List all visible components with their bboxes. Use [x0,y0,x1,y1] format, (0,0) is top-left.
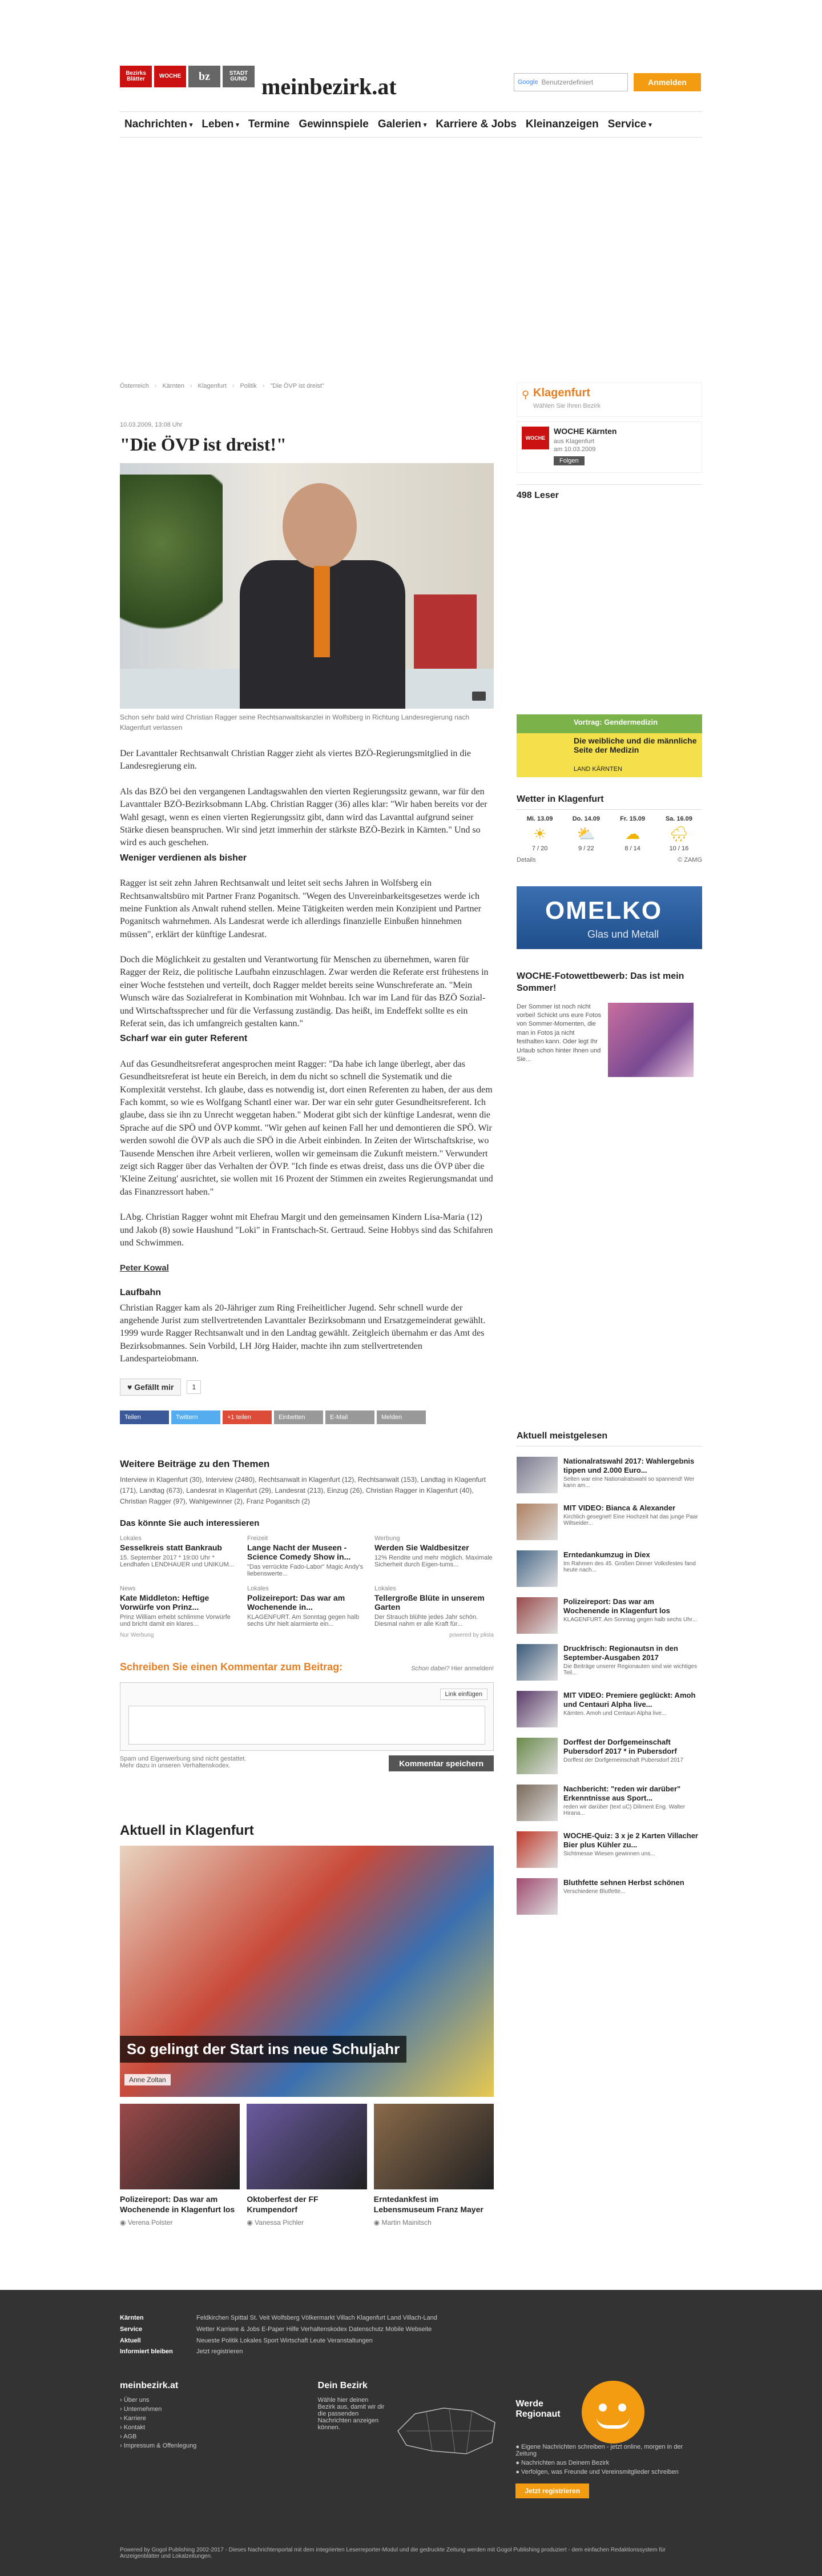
most-read-item[interactable] [517,1831,702,1868]
ad-title: Vortrag: Gendermedizin [574,718,658,726]
recommendations-title: Das könnte Sie auch interessieren [120,1518,260,1529]
weather-temperature: 9 / 22 [578,845,594,852]
search-placeholder: Benutzerdefiniert [541,78,594,86]
nav-item-label: Leben [202,118,234,130]
most-read-teaser: Die Beiträge unserer Regionauten sind wie wichtiges Teil... [563,1663,698,1677]
most-read-teaser: Im Rahmen des 45. Großen Dinner Volksfestes fand heute nach... [563,1560,696,1573]
weather-temperature: 7 / 20 [531,845,548,852]
most-read-title: Aktuell meistgelesen [517,1431,702,1446]
news-card-author[interactable] [120,2219,240,2227]
follow-button[interactable]: Folgen [554,456,585,465]
most-read-headline[interactable]: WOCHE-Quiz: 3 x je 2 Karten Villacher Bier plus Kühler zu... [563,1831,698,1849]
main-column [120,383,494,2227]
like-button[interactable]: ♥ Gefällt mir [120,1379,181,1396]
most-read-thumbnail[interactable] [517,1691,558,1727]
logo-bz[interactable]: bz [188,66,220,87]
most-read-thumbnail[interactable] [517,1878,558,1915]
most-read-headline[interactable]: Nationalratswahl 2017: Wahlergebnis tippen und 2.000 Euro... [563,1456,695,1474]
recommendation-headline[interactable]: Kate Middleton: Heftige Vorwürfe von Prinz... [120,1593,209,1612]
weather-icon: 🌧 [669,825,688,842]
most-read-thumbnail[interactable] [517,1644,558,1681]
breadcrumb-item: "Die ÖVP ist dreist" [270,383,324,389]
article-subheading: Weniger verdienen als bisher [120,853,247,863]
weather-day-label: Fr. 15.09 [620,815,646,822]
breadcrumb-separator-icon: › [232,383,235,389]
breadcrumb-item[interactable]: Österreich [120,383,149,389]
photo-contest-image[interactable] [608,1003,694,1077]
publisher-card [517,421,702,473]
news-card-image[interactable] [120,2104,240,2189]
most-read-teaser: Sichtmesse Wiesen gewinnen uns... [563,1851,655,1858]
recommendations [120,1518,494,1638]
publisher-logos [120,66,255,87]
most-read-teaser: Dorffest der Dorfgemeinschaft Pubersdorf 2017 [563,1757,683,1764]
camera-icon[interactable] [472,692,486,701]
weather-temperature: 8 / 14 [624,845,640,852]
article-paragraph: Ragger ist seit zehn Jahren Rechtsanwalt und leitet seit sechs Jahren in Wolfsberg ein Rechtsanwaltsbüro mit Partner Franz Poganitsch. "Wegen des Unvereinbarkeitsgesetzes werde ich meine Funktion als Anwalt ruhend stellen. Meine Tätigkeiten werden mein Konzipient und Partner Poganitsch wahrnehmen. Als Landesrat werde ich allerdings finanzielle Einbußen hinnehmen müssen", erklärt der künftige Landesrat. [120,878,481,939]
regionaut-benefit: ● Nachrichten aus Deinem Bezirk [515,2460,610,2467]
most-read-item[interactable] [517,1504,702,1540]
footer-col-district [318,2381,505,2498]
recommendation-card[interactable] [374,1585,494,1627]
breadcrumb-item[interactable]: Kärnten [162,383,184,389]
chevron-down-icon: ▾ [236,121,239,128]
most-read-thumbnail[interactable] [517,1457,558,1493]
regionaut-benefit: ● Verfolgen, was Freunde und Vereinsmitglieder schreiben [515,2469,679,2476]
sidebar [517,383,702,1915]
most-read-thumbnail[interactable] [517,1550,558,1587]
site-brand[interactable]: meinbezirk.at [261,74,397,99]
ad-omelko-title: OMELKO [545,897,663,925]
featured-story-author[interactable]: Anne Zoltan [124,2074,171,2085]
article-photo[interactable] [120,463,494,709]
submit-comment-button[interactable]: Kommentar speichern [389,1755,494,1771]
recommendation-headline[interactable]: Tellergroße Blüte in unserem Garten [374,1593,485,1612]
header [120,0,702,130]
footer-row-label: Informiert bleiben [120,2348,173,2356]
recommendation-label: Freizeit [247,1535,268,1542]
comment-rule-link[interactable]: Mehr dazu in unseren Verhaltenskodex. [120,1762,231,1770]
ad-omelko[interactable] [517,886,702,949]
article-subheading: Scharf war ein guter Referent [120,1034,248,1044]
most-read-item[interactable] [517,1691,702,1727]
photo-caption: Schon sehr bald wird Christian Ragger seine Rechtsanwaltskanzlei in Wolfsberg in Richtung Landesregierung nach Klagenfurt verlassen [120,713,470,732]
local-news-title: Aktuell in Klagenfurt [120,1823,254,1839]
most-read-item[interactable] [517,1550,702,1587]
footer-link-row [120,2336,702,2347]
most-read-teaser: Selten war eine Nationalratswahl so spannend! Wer kann am... [563,1476,695,1489]
publisher-date: am 10.03.2009 [554,446,596,453]
most-read-item[interactable] [517,1878,702,1915]
woche-logo[interactable]: WOCHE [522,427,549,449]
weather-day [656,815,702,852]
weather-title: Wetter in Klagenfurt [517,794,702,810]
region-selector[interactable] [517,383,702,417]
like-label: Gefällt mir [134,1382,174,1392]
location-pin-icon: ⚲ [522,389,530,400]
article-lead: Der Lavanttaler Rechtsanwalt Christian Ragger zieht als viertes BZÖ-Regierungsmitglied in die Landesregierung ein. [120,749,471,771]
ad-gendermedizin[interactable] [517,714,702,777]
breadcrumb-separator-icon: › [154,383,157,389]
recommendation-headline[interactable]: Polizeireport: Das war am Wochenende in... [247,1593,345,1612]
news-card-author-name: Verena Polster [127,2218,173,2227]
login-button[interactable]: Anmelden [634,73,701,91]
topic-tags[interactable]: Interview in Klagenfurt (30), Interview (2480), Rechtsanwalt in Klagenfurt (12), Rechtsanwalt (153), Landtag in Klagenfurt (171), Landtag (673), Landesrat in Klagenfurt (29), Landesrat (213), Einzug (26), Christian Ragger in Klagenfurt (40), Christian Ragger (97), Wahlgewinner (2), Franz Poganitsch (2) [120,1475,486,1505]
share-bar [120,1410,494,1424]
share-button[interactable]: Twittern [171,1410,220,1424]
news-card-image[interactable] [247,2104,366,2189]
share-button[interactable]: Einbetten [274,1410,323,1424]
news-card[interactable] [374,2104,494,2226]
footer-col-site [120,2381,307,2498]
footer-link[interactable]: › AGB [120,2433,137,2441]
footer-regionaut-title: Werde Regionaut [515,2399,561,2420]
weather-day-label: Mi. 13.09 [526,815,553,822]
footer-link-row [120,2313,702,2324]
recommendation-label: Lokales [374,1585,396,1593]
logo-woche[interactable]: WOCHE [154,66,186,87]
nav-item-label: Galerien [377,118,421,130]
recommendation-headline[interactable]: Sesselkreis statt Bankraub [120,1543,222,1553]
news-card-author[interactable] [247,2219,366,2227]
logo-bezirks-blaetter[interactable]: Bezirks Blätter [120,66,152,87]
weather-source: © ZAMG [678,857,702,863]
breadcrumb-separator-icon: › [190,383,192,389]
chevron-down-icon: ▾ [648,121,652,128]
reader-count: 498 Leser [517,484,702,501]
recommendation-card[interactable] [374,1535,494,1577]
comment-rule: Spam und Eigenwerbung sind nicht gestattet. [120,1755,247,1763]
weather-day-label: Do. 14.09 [572,815,601,822]
weather-widget [517,794,702,863]
region-subtitle[interactable]: Wählen Sie Ihren Bezirk [533,403,601,409]
most-read-headline[interactable]: Nachbericht: "reden wir darüber" Erkenntnisse aus Sport... [563,1784,681,1802]
article-paragraph: Auf das Gesundheitsreferat angesprochen meint Ragger: "Da habe ich lange überlegt, aber das Gesundheitsreferat ist heute ein Bereich, in dem du nicht so schnell die Systematik und die Komplexität verstehst. Ich glaube, dass es notwendig ist, dort einen Referenten zu haben, der aus dem Fach kommt, so wie es Wolfgang Schantl einer war. Der war ein sehr guter Gesundheitsreferent. Ich glaube, dass sie ihn zu Unrecht weggetan haben." Moderat gibt sich der künftige Landesrat, wenn die Sprache auf die SPÖ und ÖVP kommt. "Wir gehen auf keinen Fall her und demontieren die SPÖ. Wir werden sowohl die ÖVP als auch die SPÖ in die Arbeit einbinden. In Zeiten der Wirtschaftskrise, wo Tausende Menschen ihre Arbeit verlieren, wollen wir gemeinsam die Zukunft meistern." Verwundert zeigt sich Ragger über das Verhalten der ÖVP. "Ich finde es etwas dreist, dass uns die ÖVP über die 'Kleine Zeitung' ausrichtet, sie wollen mit 16 Prozent der Stimmen ein zweites Regierungsmandat und das Finanzressort haben." [120,1059,493,1197]
most-read-headline[interactable]: Druckfrisch: Regionautsn in den September-Ausgaben 2017 [563,1643,678,1662]
footer-row-links[interactable]: Jetzt registrieren [196,2348,243,2356]
weather-icon: ☀ [533,825,547,842]
news-card-author[interactable] [374,2219,494,2227]
footer-link-row [120,2324,702,2336]
footer-link-row [120,2346,702,2358]
footer-district-text: Wähle hier deinen Bezirk aus, damit wir dir die passenden Nachrichten anzeigen können. [317,2397,385,2432]
news-card-author-name: Martin Mainitsch [381,2218,432,2227]
nav-item-label: Nachrichten [124,118,187,130]
most-read-headline[interactable]: MIT VIDEO: Premiere geglückt: Amoh und Centauri Alpha live... [563,1690,696,1709]
regionaut-benefit: ● Eigene Nachrichten schreiben - jetzt online, morgen in der Zeitung [515,2444,683,2458]
comment-form [120,1661,494,1771]
photo-contest-text: Der Sommer ist noch nicht vorbei! Schickt uns eure Fotos von Sommer-Momenten, die man in Fotos ja nicht festhalten kann. Oder legt Ihr Urlaub schon hinter Ihnen und Sie... [517,1003,601,1063]
news-card[interactable] [247,2104,366,2226]
footer-col-regionaut [515,2381,702,2498]
most-read-teaser: Verschiedene Blutfette... [563,1888,626,1895]
footer-link[interactable]: › Impressum & Offenlegung [120,2442,197,2450]
comment-textarea[interactable] [128,1706,485,1745]
article-subheading: Laufbahn [120,1288,161,1298]
weather-temperature: 10 / 16 [669,845,689,852]
recommendation-card[interactable] [247,1585,366,1627]
recommendation-teaser: KLAGENFURT. Am Sonntag gegen halb sechs Uhr hielt alarmierte ein... [247,1614,360,1628]
login-link[interactable]: Hier anmelden! [451,1665,494,1673]
breadcrumb-item[interactable]: Politik [240,383,257,389]
nav-item-label: Kleinanzeigen [525,118,599,130]
weather-details-link[interactable]: Details [517,857,536,863]
weather-day [610,815,656,852]
publisher-location: aus Klagenfurt [554,438,594,445]
most-read-item[interactable] [517,1644,702,1681]
weather-day [517,815,563,852]
nav-item-label: Service [607,118,647,130]
news-card-image[interactable] [374,2104,494,2189]
most-read-headline[interactable]: Dorffest der Dorfgemeinschaft Pubersdorf 2017 * in Pubersdorf [563,1737,677,1755]
author-link[interactable]: Peter Kowal [120,1263,169,1273]
recommendation-teaser: 12% Rendite und mehr möglich. Maximale Sicherheit durch Eigen-tums... [374,1554,493,1569]
ad-subtitle: Die weibliche und die männliche Seite der Medizin [574,736,697,754]
recommendation-label: News [120,1585,136,1593]
news-card-headline[interactable]: Erntedankfest im Lebensmuseum Franz Mayer [373,2195,483,2215]
footer-site-title[interactable]: meinbezirk.at [120,2381,179,2391]
featured-story-title[interactable]: So gelingt der Start ins neue Schuljahr [120,2036,406,2063]
recommendation-label: Werbung [374,1535,400,1542]
most-read-thumbnail[interactable] [517,1785,558,1821]
footer-link[interactable]: › Unternehmen [120,2406,162,2413]
most-read-item[interactable] [517,1597,702,1634]
most-read-teaser: KLAGENFURT. Am Sonntag gegen halb sechs Uhr... [563,1617,697,1623]
news-card-headline[interactable]: Polizeireport: Das war am Wochenende in Klagenfurt los [120,2195,235,2215]
share-button[interactable]: Teilen [120,1410,169,1424]
recommendation-label: Lokales [120,1535,142,1542]
comment-hint: Schon dabei? [411,1665,450,1673]
google-label: Google [518,79,538,86]
share-button[interactable]: +1 teilen [223,1410,272,1424]
news-card-author-name: Vanessa Pichler [255,2218,304,2227]
most-read-teaser: reden wir darüber (text uC) Diliment Eng. Walter Hirana... [563,1804,686,1817]
footer-row-links[interactable]: Feldkirchen Spittal St. Veit Wolfsberg Völkermarkt Villach Klagenfurt Land Villach-Land [196,2314,437,2321]
footer [0,2290,822,2576]
local-news [120,1823,494,2226]
most-read-headline[interactable]: MIT VIDEO: Bianca & Alexander [563,1503,676,1512]
like-bar [120,1379,494,1396]
footer-row-links[interactable]: Wetter Karriere & Jobs E-Paper Hilfe Verhaltenskodex Datenschutz Mobile Webseite [196,2325,432,2333]
footer-row-label: Kärnten [120,2314,144,2321]
weather-icon: ☁ [625,825,640,842]
comment-title: Schreiben Sie einen Kommentar zum Beitrag: [120,1661,343,1673]
nav-item-label: Karriere & Jobs [436,118,517,130]
recommendation-card[interactable] [120,1585,239,1627]
nav-item-label: Gewinnspiele [299,118,369,130]
recommendation-label: Lokales [247,1585,269,1593]
most-read-headline[interactable]: Polizeireport: Das war am Wochenende in Klagenfurt los [563,1597,670,1615]
most-read-item[interactable] [517,1738,702,1774]
article-paragraph: LAbg. Christian Ragger wohnt mit Ehefrau Margit und den gemeinsamen Kindern Lisa-Maria (12) und Jakob (8) sowie Haushund "Loki" in Frantschach-St. Gertraud. Seine Hobbys sind das Schifahren und Schwimmen. [120,1212,493,1248]
most-read-thumbnail[interactable] [517,1597,558,1634]
recommendation-headline[interactable]: Lange Nacht der Museen - Science Comedy Show in... [247,1543,351,1562]
most-read-headline[interactable]: Erntedankumzug in Diex [563,1550,650,1559]
recommendation-teaser: Der Strauch blühte jedes Jahr schön. Diesmal nahm er alle Kraft für... [374,1614,478,1628]
regionaut-smiley-icon [582,2381,644,2444]
footer-copyright: Powered by Gogol Publishing 2002-2017 - Dieses Nachrichtenportal mit dem integrierten Leserreporter-Modul und die gedruckte Zeitung werden mit Gogol Publishing produziert - dem einfachen Redaktionssystem für Anzeigenblätter und Lokalzeitungen. [120,2547,666,2559]
article-title: "Die ÖVP ist dreist!" [120,434,287,455]
news-card-headline[interactable]: Oktoberfest der FF Krumpendorf [247,2195,319,2215]
nav-item-label: Termine [248,118,290,130]
carinthia-map[interactable] [392,2397,501,2460]
article-body [120,748,494,1366]
footer-link[interactable]: › Karriere [120,2415,146,2422]
most-read-teaser: Kirchlich gesegnet! Eine Hochzeit hat das junge Paar Wiltseider... [563,1513,698,1526]
footer-link[interactable]: › Kontakt [120,2424,146,2432]
publisher-name[interactable]: WOCHE Kärnten [554,427,617,436]
region-name: Klagenfurt [533,387,590,399]
most-read-thumbnail[interactable] [517,1738,558,1774]
footer-row-label: Service [120,2325,143,2333]
ad-sponsor: LAND KÄRNTEN [574,766,622,773]
most-read-item[interactable] [517,1785,702,1821]
photo-contest-title[interactable]: WOCHE-Fotowettbewerb: Das ist mein Sommer! [517,971,684,993]
register-button[interactable]: Jetzt registrieren [515,2483,589,2498]
more-topics-title: Weitere Beiträge zu den Themen [120,1458,270,1469]
avatar-icon: ◉ [373,2218,382,2227]
featured-story[interactable] [120,1846,494,2097]
news-card[interactable] [120,2104,240,2226]
article-paragraph: Doch die Möglichkeit zu gestalten und Verantwortung für Menschen zu übernehmen, waren für Ragger der Reiz, die politische Laufbahn einzuschlagen. Zwar werden die Referate erst frühestens in einer Woche feststehen und verteilt, doch Ragger meldet bereits seine Wunschreferate an. "Mein Wunsch wäre das Sozialreferat in Kombination mit Wohnbau. Ich war im Land für das BZÖ Sozial- und Wirtschaftssprecher und für die Verfassung zuständig. Das heißt, im Endeffekt sollte es ein Referat sein, das ich umfangreich gestalten kann." [120,955,489,1029]
recommendation-card[interactable] [120,1535,239,1577]
breadcrumb-separator-icon: › [262,383,265,389]
recommendation-teaser: "Das verrückte Fado-Labor" Magic Andy's liebenswerte... [247,1564,364,1578]
avatar-icon: ◉ [247,2218,255,2227]
footer-row-label: Aktuell [120,2337,141,2344]
footer-link[interactable]: › Über uns [120,2397,150,2404]
like-count: 1 [187,1380,201,1394]
chevron-down-icon: ▾ [423,121,427,128]
avatar-icon: ◉ [120,2218,128,2227]
breadcrumb [120,383,494,389]
recommendation-headline[interactable]: Werden Sie Waldbesitzer [374,1543,469,1553]
share-button[interactable]: E-Mail [325,1410,374,1424]
ad-note: Nur Werbung [120,1632,154,1639]
weather-icon: ⛅ [577,825,596,842]
recommendation-card[interactable] [247,1535,366,1577]
search-input[interactable] [514,73,628,91]
most-read-item[interactable] [517,1457,702,1493]
most-read-teaser: Kärnten. Amoh und Centauri Alpha live... [563,1710,667,1717]
chevron-down-icon: ▾ [189,121,193,128]
ad-omelko-subtitle: Glas und Metall [587,929,659,940]
article-date: 10.03.2009, 13:08 Uhr [120,421,183,428]
article-paragraph: Als das BZÖ bei den vergangenen Landtagswahlen den vierten Regierungssitz gewann, war für den Lavanttaler BZÖ-Bezirksobmann LAbg. Christian Ragger (36) alles klar: "Wir haben bereits vor der Wahl gesagt, wenn es einen vierten Regierungssitz gibt, dann wird das Lavanttal aufgrund seiner Stärke diesen beanspruchen. Wir sind jetzt immerhin der stärkste BZÖ-Bezirk in Kärnten." Und so wird es auch geschehen. [120,786,487,848]
most-read [517,1431,702,1915]
footer-district-title: Dein Bezirk [317,2381,368,2391]
most-read-thumbnail[interactable] [517,1504,558,1540]
insert-link-button[interactable]: Link einfügen [440,1689,487,1700]
share-button[interactable]: Melden [377,1410,426,1424]
photo-contest [517,971,702,1077]
most-read-headline[interactable]: Bluthfette sehnen Herbst schönen [563,1878,684,1887]
logo-stadt-gund[interactable]: STADT GUND [223,66,255,87]
recommendation-teaser: 15. September 2017 * 19:00 Uhr * Lendhafen LENDHAUER und UNIKUM... [120,1554,234,1569]
plista-note[interactable]: powered by plista [449,1632,494,1639]
weather-day-label: Sa. 16.09 [665,815,692,822]
recommendation-teaser: Prinz William erhebt schlimme Vorwürfe und bricht damit ein klares... [120,1614,231,1628]
article-paragraph: Christian Ragger kam als 20-Jähriger zum Ring Freiheitlicher Jugend. Sehr schnell wurde der angehende Jurist zum stellvertretenden Lavanttaler Bezirksobmann und Ersatzgemeinderat gewählt. 1999 wurde Ragger Rechtsanwalt und in den Landtag gewählt. Zeitgleich übernahm er das Amt des Bezirksobmannes. Sein Vorbild, LH Jörg Haider, machte ihn zum stellvertretenden Landesparteiobmann. [120,1303,486,1364]
footer-row-links[interactable]: Neueste Politik Lokales Sport Wirtschaft Leute Veranstaltungen [196,2337,373,2344]
most-read-thumbnail[interactable] [517,1831,558,1868]
breadcrumb-item[interactable]: Klagenfurt [198,383,227,389]
weather-day [563,815,609,852]
